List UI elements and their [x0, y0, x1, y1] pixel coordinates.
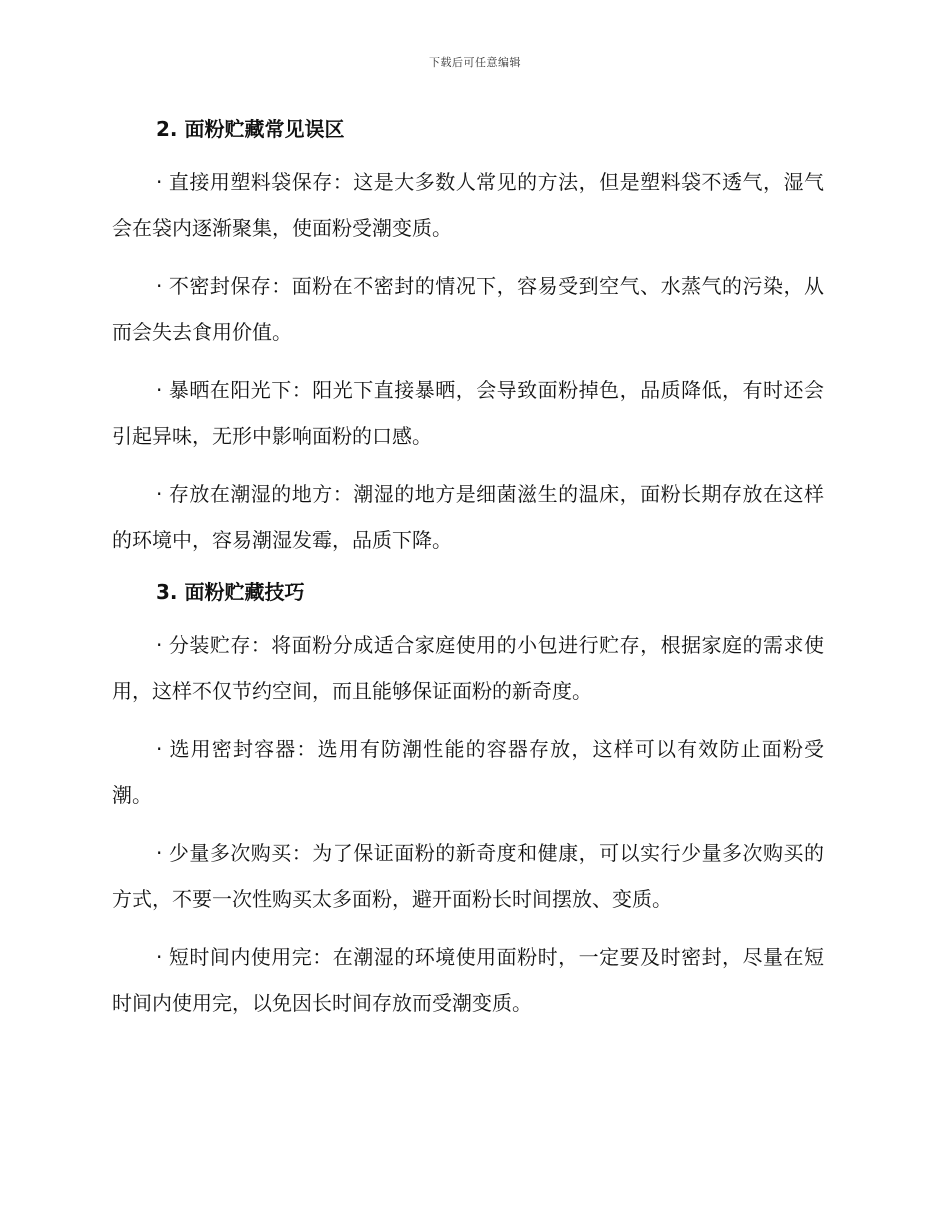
bullet-dot: · [156, 378, 163, 402]
item-label: 存放在潮湿的地方： [168, 482, 354, 506]
item-text: 这是大多数人常见的方法，但是塑料袋不透气，湿气会在袋内逐渐聚集，使面粉受潮变质。 [112, 170, 825, 240]
bullet-dot: · [156, 170, 163, 194]
item-text: 选用有防潮性能的容器存放，这样可以有效防止面粉受潮。 [112, 737, 825, 807]
list-item [112, 622, 824, 714]
item-label: 暴晒在阳光下： [168, 378, 313, 402]
item-label: 不密封保存： [168, 274, 292, 298]
item-text: 阳光下直接暴晒，会导致面粉掉色，品质降低，有时还会引起异味，无形中影响面粉的口感。 [112, 378, 825, 448]
item-text: 将面粉分成适合家庭使用的小包进行贮存，根据家庭的需求使用，这样不仅节约空间，而且能够保证面粉的新奇度。 [112, 633, 825, 703]
bullet-dot: · [156, 482, 163, 506]
item-label: 分装贮存： [168, 633, 272, 657]
bullet-dot: · [156, 633, 163, 657]
bullet-dot: · [156, 841, 163, 865]
section-heading: 3. 面粉贮藏技巧 [156, 580, 305, 604]
item-text: 潮湿的地方是细菌滋生的温床，面粉长期存放在这样的环境中，容易潮湿发霉，品质下降。 [112, 482, 825, 552]
bullet-dot: · [156, 945, 163, 969]
section-heading: 2. 面粉贮藏常见误区 [156, 117, 345, 141]
list-item [112, 726, 824, 818]
item-label: 少量多次购买： [168, 841, 313, 865]
bullet-dot: · [156, 274, 163, 298]
bullet-dot: · [156, 737, 163, 761]
item-label: 短时间内使用完： [168, 945, 333, 969]
page-header: 下载后可任意编辑 [429, 56, 521, 69]
list-item [112, 934, 824, 1026]
item-text: 为了保证面粉的新奇度和健康，可以实行少量多次购买的方式，不要一次性购买太多面粉，避开面粉长时间摆放、变质。 [112, 841, 825, 911]
list-item [112, 471, 824, 563]
list-item [112, 367, 824, 459]
section-storage-tips [112, 575, 824, 1026]
list-item [112, 263, 824, 355]
document-body [112, 112, 824, 1038]
item-label: 选用密封容器： [168, 737, 318, 761]
list-item [112, 830, 824, 922]
item-text: 面粉在不密封的情况下，容易受到空气、水蒸气的污染，从而会失去食用价值。 [112, 274, 825, 344]
item-text: 在潮湿的环境使用面粉时，一定要及时密封，尽量在短时间内使用完，以免因长时间存放而受潮变质。 [112, 945, 825, 1015]
list-item [112, 159, 824, 251]
section-storage-mistakes [112, 112, 824, 563]
item-label: 直接用塑料袋保存： [168, 170, 354, 194]
